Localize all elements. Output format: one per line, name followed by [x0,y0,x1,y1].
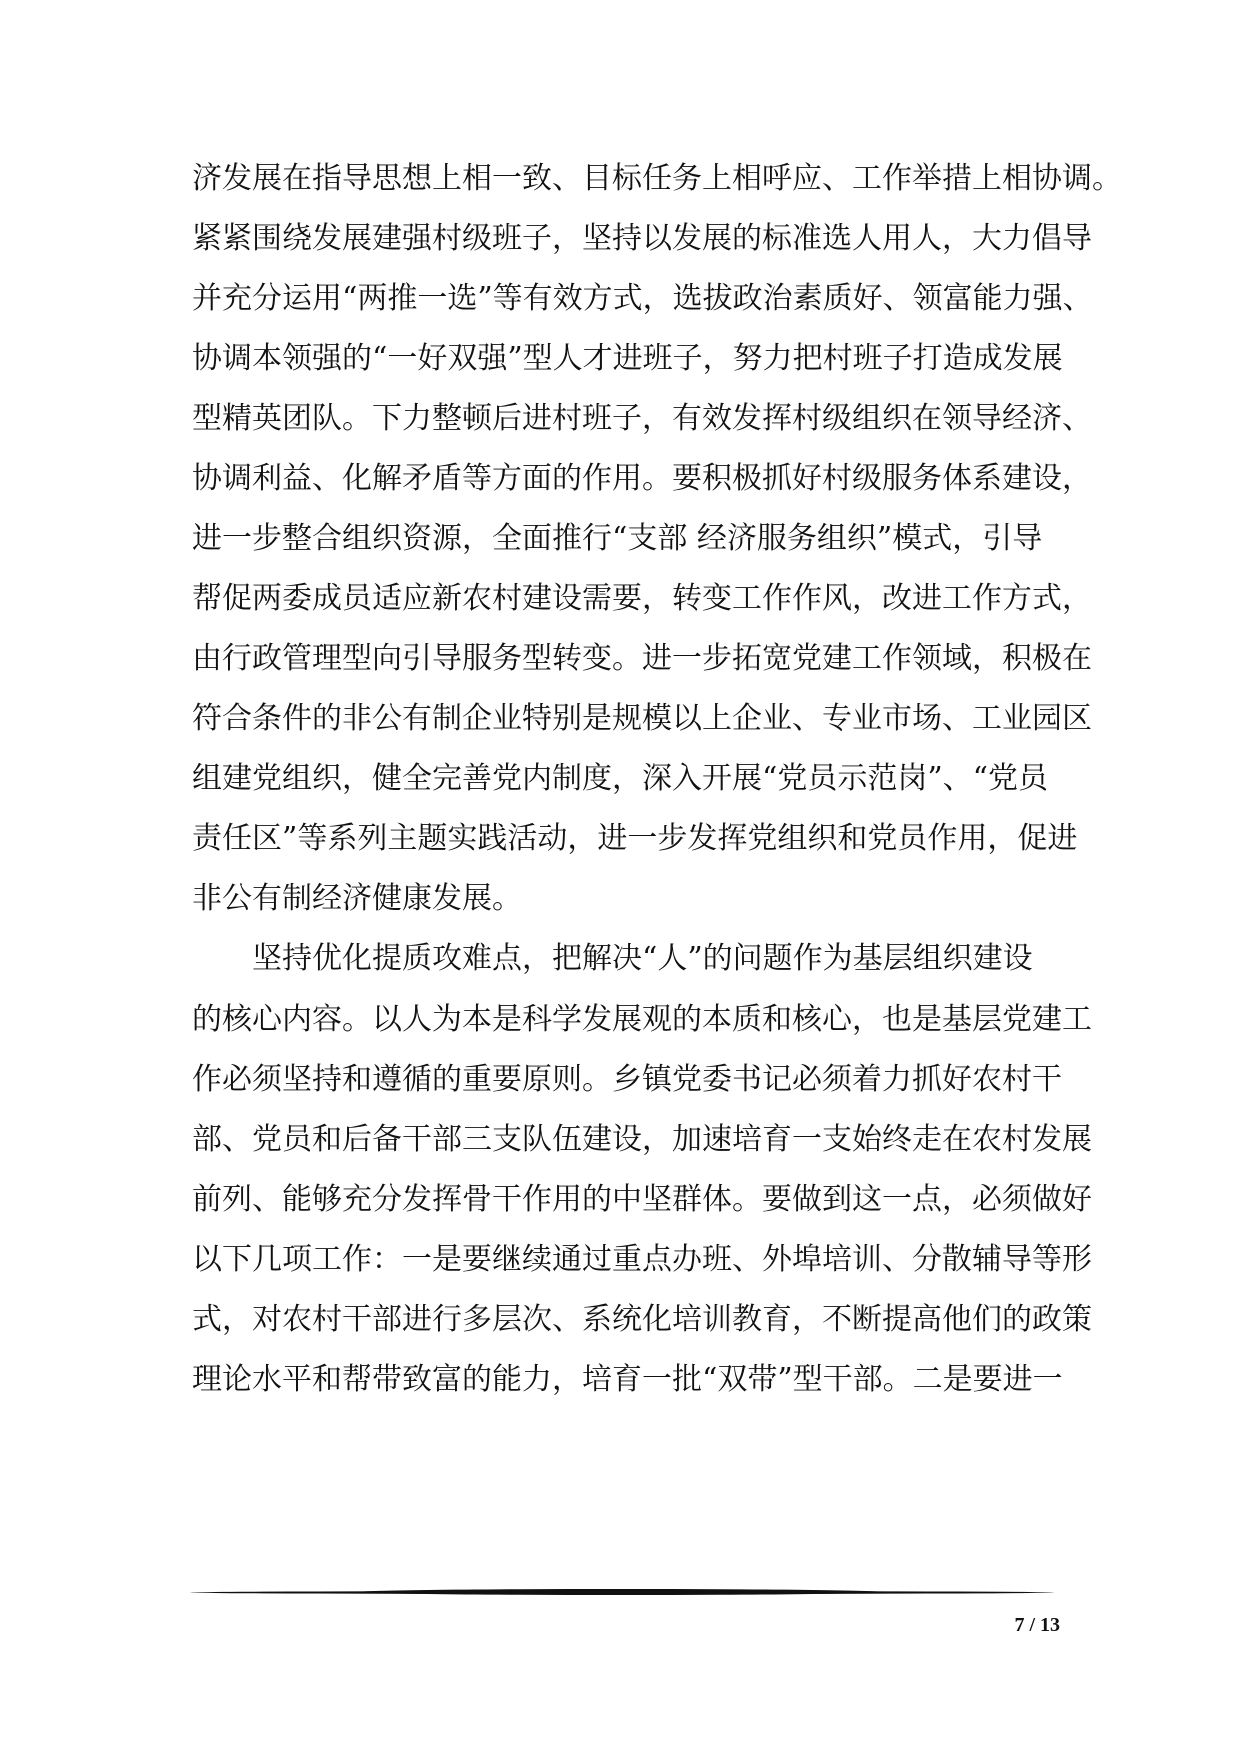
text-line-12: 责任区”等系列主题实践活动，进一步发挥党组织和党员作用，促进 [192,821,1078,856]
text-line-11: 组建党组织，健全完善党内制度，深入开展“党员示范岗”、“党员 [192,761,1049,796]
text-line-4: 协调本领强的“一好双强”型人才进班子，努力把村班子打造成发展 [192,341,1063,376]
text-line-8: 帮促两委成员适应新农村建设需要，转变工作作风，改进工作方式， [192,581,1092,616]
text-line-14: 坚持优化提质攻难点，把解决“人”的问题作为基层组织建设 [192,941,1033,976]
text-line-7: 进一步整合组织资源，全面推行“支部 经济服务组织”模式，引导 [192,521,1043,556]
text-line-19: 以下几项工作：一是要继续通过重点办班、外埠培训、分散辅导等形 [192,1242,1092,1277]
text-line-13: 非公有制经济健康发展。 [192,881,522,916]
text-line-10: 符合条件的非公有制企业特别是规模以上企业、专业市场、工业园区 [192,701,1092,736]
text-line-2: 紧紧围绕发展建强村级班子，坚持以发展的标准选人用人，大力倡导 [192,221,1092,256]
text-line-5: 型精英团队。下力整顿后进村班子，有效发挥村级组织在领导经济、 [192,401,1092,436]
text-line-17: 部、党员和后备干部三支队伍建设，加速培育一支始终走在农村发展 [192,1122,1092,1157]
text-line-9: 由行政管理型向引导服务型转变。进一步拓宽党建工作领域，积极在 [192,641,1092,676]
text-line-18: 前列、能够充分发挥骨干作用的中坚群体。要做到这一点，必须做好 [192,1182,1092,1217]
text-line-1: 济发展在指导思想上相一致、目标任务上相呼应、工作举措上相协调。 [192,161,1122,196]
text-line-21: 理论水平和帮带致富的能力，培育一批“双带”型干部。二是要进一 [192,1362,1063,1397]
text-line-6: 协调利益、化解矛盾等方面的作用。要积极抓好村级服务体系建设， [192,461,1092,496]
page-number: 7 / 13 [1014,1614,1060,1636]
text-line-3: 并充分运用“两推一选”等有效方式，选拔政治素质好、领富能力强、 [192,281,1093,316]
footer-divider-accent [360,1589,880,1595]
text-line-15: 的核心内容。以人为本是科学发展观的本质和核心，也是基层党建工 [192,1002,1092,1037]
text-line-20: 式，对农村干部进行多层次、系统化培训教育，不断提高他们的政策 [192,1302,1092,1337]
text-line-16: 作必须坚持和遵循的重要原则。乡镇党委书记必须着力抓好农村干 [192,1062,1062,1097]
